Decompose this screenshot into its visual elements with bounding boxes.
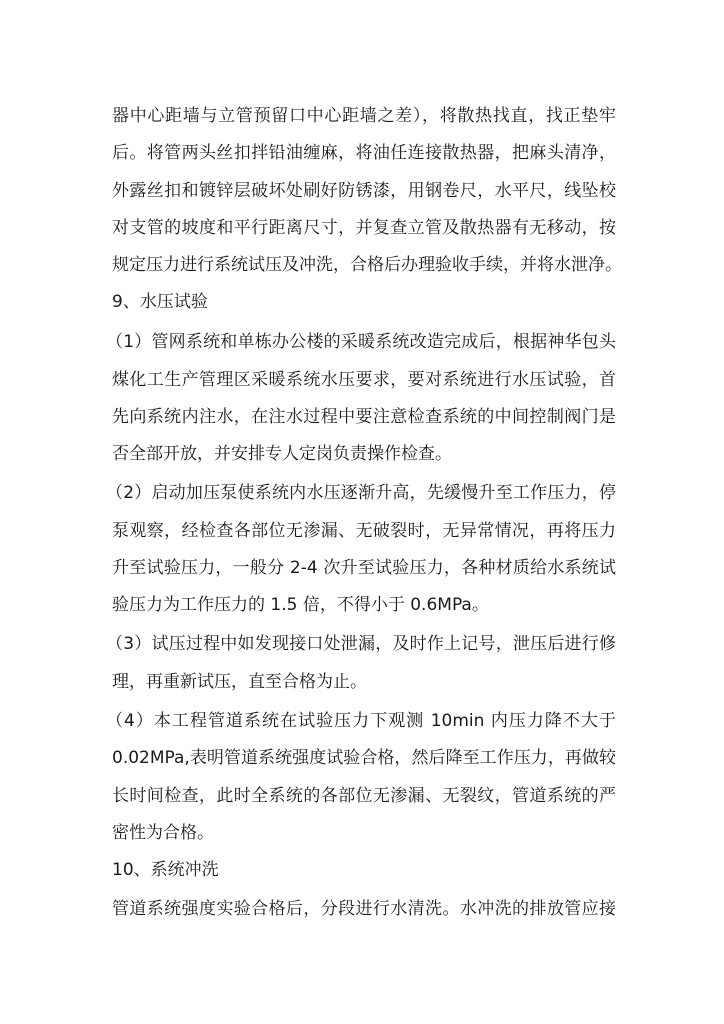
paragraph-line: 煤化工生产管理区采暖系统水压要求，要对系统进行水压试验，首 <box>112 370 616 390</box>
section-heading: 9、水压试验 <box>112 292 208 312</box>
paragraph-line: 0.02MPa,表明管道系统强度试验合格，然后降至工作压力，再做较 <box>112 748 616 768</box>
paragraph-line: （2）启动加压泵使系统内水压逐渐升高，先缓慢升至工作压力，停 <box>106 483 616 503</box>
paragraph-line: 器中心距墙与立管预留口中心距墙之差），将散热找直，找正垫牢 <box>112 106 616 126</box>
paragraph-line: 外露丝扣和镀锌层破坏处刷好防锈漆，用钢卷尺，水平尺，线坠校 <box>112 181 616 201</box>
paragraph-line: 验压力为工作压力的 1.5 倍，不得小于 0.6MPa。 <box>112 595 489 615</box>
paragraph-line: 密性为合格。 <box>112 823 214 843</box>
paragraph-line: 泵观察，经检查各部位无渗漏、无破裂时，无异常情况，再将压力 <box>112 521 616 541</box>
paragraph-line: 否全部开放，并安排专人定岗负责操作检查。 <box>112 444 452 464</box>
paragraph-line: 后。将管两头丝扣拌铅油缠麻，将油任连接散热器，把麻头清净， <box>112 143 616 163</box>
paragraph-line: 理，再重新试压，直至合格为止。 <box>112 672 367 692</box>
section-heading: 10、系统冲洗 <box>112 860 219 880</box>
paragraph-line: 升至试验压力，一般分 2-4 次升至试验压力，各种材质给水系统试 <box>112 558 616 578</box>
paragraph-line: （3）试压过程中如发现接口处泄漏，及时作上记号，泄压后进行修 <box>106 634 616 654</box>
paragraph-line: 长时间检查，此时全系统的各部位无渗漏、无裂纹，管道系统的严 <box>112 786 616 806</box>
paragraph-line: 先向系统内注水，在注水过程中要注意检查系统的中间控制阀门是 <box>112 407 616 427</box>
paragraph-line: （4）本工程管道系统在试验压力下观测 10min 内压力降不大于 <box>106 711 616 731</box>
paragraph-line: 管道系统强度实验合格后，分段进行水清洗。水冲洗的排放管应接 <box>112 899 616 919</box>
paragraph-line: 对支管的坡度和平行距离尺寸，并复查立管及散热器有无移动，按 <box>112 218 616 238</box>
paragraph-line: （1）管网系统和单栋办公楼的采暖系统改造完成后，根据神华包头 <box>106 332 616 352</box>
paragraph-line: 规定压力进行系统试压及冲洗，合格后办理验收手续，并将水泄净。 <box>112 255 622 275</box>
